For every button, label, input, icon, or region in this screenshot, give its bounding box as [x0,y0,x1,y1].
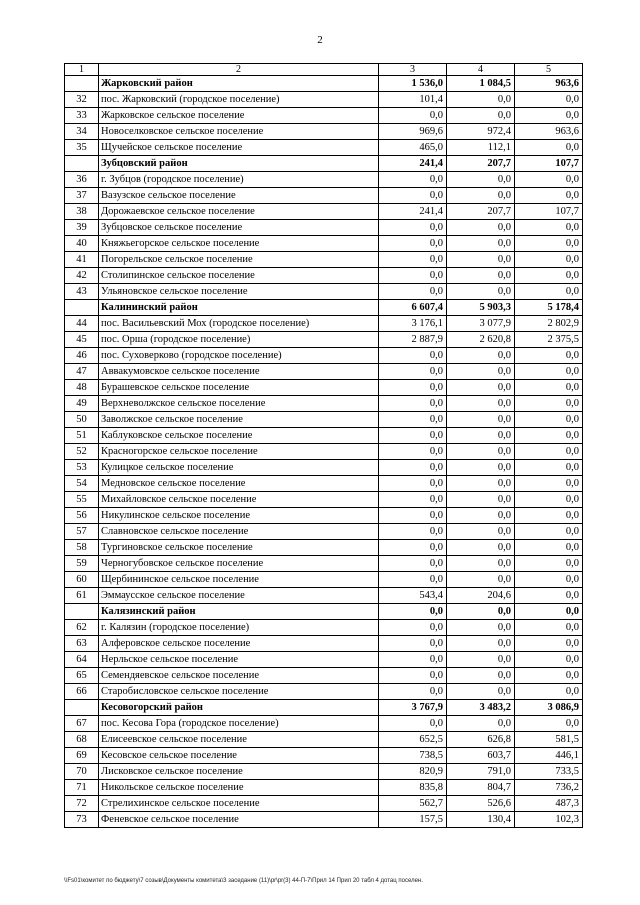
value-cell-col3: 0,0 [379,716,447,732]
row-number-cell: 35 [65,140,99,156]
row-number-cell: 48 [65,380,99,396]
name-cell: Красногорское сельское поселение [99,444,379,460]
value-cell-col3: 0,0 [379,652,447,668]
row-number-cell: 40 [65,236,99,252]
value-cell-col5: 0,0 [515,684,583,700]
table-row [65,636,583,652]
table-row [65,524,583,540]
value-cell-col4: 112,1 [447,140,515,156]
row-number-cell: 63 [65,636,99,652]
column-header: 5 [515,64,583,76]
value-cell-col3: 0,0 [379,444,447,460]
name-cell: Славновское сельское поселение [99,524,379,540]
value-cell-col4: 0,0 [447,380,515,396]
table-row [65,812,583,828]
value-cell-col4: 130,4 [447,812,515,828]
value-cell-col3: 157,5 [379,812,447,828]
name-cell: г. Калязин (городское поселение) [99,620,379,636]
value-cell-col3: 0,0 [379,572,447,588]
value-cell-col5: 0,0 [515,588,583,604]
page-number: 2 [317,34,323,46]
value-cell-col3: 0,0 [379,556,447,572]
table-row [65,252,583,268]
value-cell-col5: 0,0 [515,428,583,444]
value-cell-col5: 0,0 [515,108,583,124]
table-row [65,748,583,764]
district-row [65,76,583,92]
value-cell-col5: 0,0 [515,524,583,540]
name-cell: Калязинский район [99,604,379,620]
table-row [65,508,583,524]
value-cell-col4: 0,0 [447,492,515,508]
name-cell: пос. Кесова Гора (городское поселение) [99,716,379,732]
row-number-cell: 54 [65,476,99,492]
value-cell-col5: 0,0 [515,492,583,508]
value-cell-col5: 0,0 [515,236,583,252]
table-row [65,316,583,332]
value-cell-col5: 0,0 [515,604,583,620]
value-cell-col3: 0,0 [379,620,447,636]
value-cell-col4: 0,0 [447,668,515,684]
row-number-cell: 46 [65,348,99,364]
value-cell-col5: 963,6 [515,76,583,92]
value-cell-col3: 0,0 [379,108,447,124]
table-row [65,796,583,812]
name-cell: Медновское сельское поселение [99,476,379,492]
value-cell-col5: 102,3 [515,812,583,828]
column-header: 4 [447,64,515,76]
name-cell: Верхневолжское сельское поселение [99,396,379,412]
row-number-cell: 39 [65,220,99,236]
name-cell: Кесовское сельское поселение [99,748,379,764]
value-cell-col3: 0,0 [379,492,447,508]
value-cell-col5: 107,7 [515,156,583,172]
value-cell-col3: 543,4 [379,588,447,604]
name-cell: Никольское сельское поселение [99,780,379,796]
value-cell-col4: 2 620,8 [447,332,515,348]
value-cell-col5: 2 802,9 [515,316,583,332]
value-cell-col5: 0,0 [515,348,583,364]
name-cell: Никулинское сельское поселение [99,508,379,524]
value-cell-col5: 581,5 [515,732,583,748]
row-number-cell: 62 [65,620,99,636]
value-cell-col4: 603,7 [447,748,515,764]
value-cell-col4: 0,0 [447,684,515,700]
value-cell-col4: 0,0 [447,540,515,556]
name-cell: Щербининское сельское поселение [99,572,379,588]
row-number-cell: 73 [65,812,99,828]
value-cell-col4: 0,0 [447,652,515,668]
row-number-cell: 60 [65,572,99,588]
district-row [65,700,583,716]
name-cell: Столипинское сельское поселение [99,268,379,284]
row-number-cell: 34 [65,124,99,140]
row-number-cell [65,76,99,92]
row-number-cell: 42 [65,268,99,284]
row-number-cell: 55 [65,492,99,508]
value-cell-col4: 0,0 [447,412,515,428]
value-cell-col4: 0,0 [447,508,515,524]
row-number-cell: 50 [65,412,99,428]
table-row [65,380,583,396]
value-cell-col4: 526,6 [447,796,515,812]
table-row [65,348,583,364]
column-header: 2 [99,64,379,76]
name-cell: Жарковский район [99,76,379,92]
value-cell-col3: 241,4 [379,156,447,172]
value-cell-col3: 241,4 [379,204,447,220]
name-cell: Погорельское сельское поселение [99,252,379,268]
value-cell-col4: 791,0 [447,764,515,780]
value-cell-col3: 0,0 [379,636,447,652]
value-cell-col3: 0,0 [379,460,447,476]
row-number-cell: 38 [65,204,99,220]
value-cell-col5: 0,0 [515,284,583,300]
table-row [65,620,583,636]
footer-file-path: \\Fs01\комитет по бюджету\7 созыв\Документы комитета\3 заседание (11)\pr\pr(3) 44-П-7\Прил 14 Прил 20 табл 4 дотац поселен. [64,878,423,884]
name-cell: Кулицкое сельское поселение [99,460,379,476]
name-cell: Елисеевское сельское поселение [99,732,379,748]
value-cell-col4: 0,0 [447,284,515,300]
row-number-cell: 71 [65,780,99,796]
value-cell-col4: 0,0 [447,524,515,540]
name-cell: Княжьегорское сельское поселение [99,236,379,252]
value-cell-col4: 972,4 [447,124,515,140]
value-cell-col5: 0,0 [515,380,583,396]
table-row [65,92,583,108]
name-cell: Щучейское сельское поселение [99,140,379,156]
table-row [65,268,583,284]
value-cell-col4: 0,0 [447,428,515,444]
row-number-cell: 51 [65,428,99,444]
value-cell-col5: 0,0 [515,92,583,108]
value-cell-col3: 0,0 [379,524,447,540]
value-cell-col4: 0,0 [447,236,515,252]
value-cell-col4: 0,0 [447,444,515,460]
row-number-cell: 53 [65,460,99,476]
value-cell-col4: 0,0 [447,556,515,572]
name-cell: Дорожаевское сельское поселение [99,204,379,220]
name-cell: Зубцовское сельское поселение [99,220,379,236]
value-cell-col5: 0,0 [515,444,583,460]
value-cell-col4: 0,0 [447,364,515,380]
value-cell-col4: 0,0 [447,188,515,204]
name-cell: г. Зубцов (городское поселение) [99,172,379,188]
value-cell-col5: 0,0 [515,188,583,204]
value-cell-col3: 0,0 [379,252,447,268]
value-cell-col3: 0,0 [379,364,447,380]
value-cell-col3: 465,0 [379,140,447,156]
table-row [65,732,583,748]
name-cell: пос. Жарковский (городское поселение) [99,92,379,108]
name-cell: Нерльское сельское поселение [99,652,379,668]
table-row [65,556,583,572]
name-cell: Эммаусское сельское поселение [99,588,379,604]
value-cell-col5: 0,0 [515,508,583,524]
row-number-cell [65,604,99,620]
name-cell: Семендяевское сельское поселение [99,668,379,684]
row-number-cell: 64 [65,652,99,668]
name-cell: Михайловское сельское поселение [99,492,379,508]
table-row [65,204,583,220]
name-cell: пос. Суховерково (городское поселение) [99,348,379,364]
value-cell-col4: 0,0 [447,172,515,188]
table-row [65,684,583,700]
row-number-cell: 37 [65,188,99,204]
table-row [65,284,583,300]
value-cell-col4: 0,0 [447,636,515,652]
row-number-cell: 45 [65,332,99,348]
value-cell-col3: 820,9 [379,764,447,780]
row-number-cell [65,700,99,716]
value-cell-col4: 0,0 [447,92,515,108]
value-cell-col5: 0,0 [515,140,583,156]
name-cell: пос. Васильевский Мох (городское поселение) [99,316,379,332]
row-number-cell: 70 [65,764,99,780]
table-row [65,140,583,156]
name-cell: Алферовское сельское поселение [99,636,379,652]
value-cell-col3: 835,8 [379,780,447,796]
name-cell: Каблуковское сельское поселение [99,428,379,444]
value-cell-col5: 736,2 [515,780,583,796]
value-cell-col4: 0,0 [447,620,515,636]
name-cell: Калининский район [99,300,379,316]
value-cell-col3: 0,0 [379,268,447,284]
value-cell-col3: 0,0 [379,540,447,556]
row-number-cell: 36 [65,172,99,188]
name-cell: Черногубовское сельское поселение [99,556,379,572]
table-row [65,108,583,124]
row-number-cell: 65 [65,668,99,684]
value-cell-col3: 0,0 [379,412,447,428]
value-cell-col5: 0,0 [515,412,583,428]
name-cell: Кесовогорский район [99,700,379,716]
value-cell-col3: 0,0 [379,604,447,620]
row-number-cell: 61 [65,588,99,604]
value-cell-col3: 0,0 [379,396,447,412]
value-cell-col3: 0,0 [379,220,447,236]
row-number-cell: 66 [65,684,99,700]
name-cell: Тургиновское сельское поселение [99,540,379,556]
row-number-cell: 56 [65,508,99,524]
table-row [65,780,583,796]
name-cell: Новоселковское сельское поселение [99,124,379,140]
value-cell-col3: 652,5 [379,732,447,748]
name-cell: Ульяновское сельское поселение [99,284,379,300]
value-cell-col4: 0,0 [447,460,515,476]
value-cell-col5: 0,0 [515,396,583,412]
value-cell-col4: 0,0 [447,252,515,268]
value-cell-col3: 0,0 [379,172,447,188]
district-row [65,604,583,620]
row-number-cell: 58 [65,540,99,556]
value-cell-col3: 0,0 [379,428,447,444]
table-row [65,716,583,732]
district-row [65,300,583,316]
value-cell-col5: 0,0 [515,620,583,636]
value-cell-col3: 0,0 [379,236,447,252]
value-cell-col5: 3 086,9 [515,700,583,716]
value-cell-col5: 5 178,4 [515,300,583,316]
value-cell-col3: 6 607,4 [379,300,447,316]
value-cell-col5: 963,6 [515,124,583,140]
table-row [65,428,583,444]
table-row [65,444,583,460]
value-cell-col3: 3 767,9 [379,700,447,716]
row-number-cell: 57 [65,524,99,540]
table-row [65,220,583,236]
table-row [65,668,583,684]
table-row [65,396,583,412]
row-number-cell: 44 [65,316,99,332]
value-cell-col4: 1 084,5 [447,76,515,92]
value-cell-col4: 0,0 [447,604,515,620]
row-number-cell: 49 [65,396,99,412]
value-cell-col5: 0,0 [515,572,583,588]
name-cell: пос. Орша (городское поселение) [99,332,379,348]
name-cell: Старобисловское сельское поселение [99,684,379,700]
value-cell-col4: 804,7 [447,780,515,796]
row-number-cell: 69 [65,748,99,764]
value-cell-col3: 0,0 [379,380,447,396]
row-number-cell [65,300,99,316]
value-cell-col4: 0,0 [447,268,515,284]
name-cell: Стрелихинское сельское поселение [99,796,379,812]
table-row [65,572,583,588]
value-cell-col5: 0,0 [515,556,583,572]
table-header-row [65,64,583,76]
value-cell-col5: 0,0 [515,268,583,284]
name-cell: Лисковское сельское поселение [99,764,379,780]
value-cell-col5: 0,0 [515,172,583,188]
value-cell-col3: 0,0 [379,188,447,204]
name-cell: Феневское сельское поселение [99,812,379,828]
column-header: 3 [379,64,447,76]
value-cell-col5: 0,0 [515,668,583,684]
value-cell-col3: 101,4 [379,92,447,108]
name-cell: Жарковское сельское поселение [99,108,379,124]
value-cell-col4: 0,0 [447,348,515,364]
row-number-cell: 67 [65,716,99,732]
row-number-cell: 59 [65,556,99,572]
value-cell-col5: 2 375,5 [515,332,583,348]
value-cell-col3: 2 887,9 [379,332,447,348]
value-cell-col5: 446,1 [515,748,583,764]
value-cell-col4: 3 483,2 [447,700,515,716]
value-cell-col4: 0,0 [447,396,515,412]
table-row [65,540,583,556]
value-cell-col3: 3 176,1 [379,316,447,332]
value-cell-col5: 0,0 [515,476,583,492]
value-cell-col5: 0,0 [515,652,583,668]
table-row [65,652,583,668]
name-cell: Аввакумовское сельское поселение [99,364,379,380]
data-table [64,63,583,828]
value-cell-col3: 738,5 [379,748,447,764]
value-cell-col5: 733,5 [515,764,583,780]
table-row [65,236,583,252]
value-cell-col5: 0,0 [515,364,583,380]
row-number-cell: 33 [65,108,99,124]
table-row [65,188,583,204]
row-number-cell: 52 [65,444,99,460]
column-header: 1 [65,64,99,76]
table-row [65,588,583,604]
value-cell-col5: 0,0 [515,716,583,732]
name-cell: Бурашевское сельское поселение [99,380,379,396]
name-cell: Заволжское сельское поселение [99,412,379,428]
table-row [65,764,583,780]
value-cell-col3: 0,0 [379,684,447,700]
table-row [65,332,583,348]
table-row [65,460,583,476]
row-number-cell: 72 [65,796,99,812]
name-cell: Зубцовский район [99,156,379,172]
value-cell-col3: 0,0 [379,476,447,492]
value-cell-col5: 0,0 [515,636,583,652]
value-cell-col3: 969,6 [379,124,447,140]
value-cell-col5: 0,0 [515,540,583,556]
table-row [65,364,583,380]
row-number-cell: 43 [65,284,99,300]
row-number-cell: 47 [65,364,99,380]
value-cell-col4: 0,0 [447,108,515,124]
value-cell-col4: 207,7 [447,204,515,220]
value-cell-col3: 0,0 [379,668,447,684]
value-cell-col4: 626,8 [447,732,515,748]
value-cell-col3: 1 536,0 [379,76,447,92]
value-cell-col5: 0,0 [515,252,583,268]
value-cell-col4: 5 903,3 [447,300,515,316]
value-cell-col4: 0,0 [447,716,515,732]
value-cell-col4: 0,0 [447,220,515,236]
value-cell-col3: 562,7 [379,796,447,812]
row-number-cell: 68 [65,732,99,748]
row-number-cell: 41 [65,252,99,268]
value-cell-col4: 207,7 [447,156,515,172]
table-row [65,124,583,140]
value-cell-col5: 107,7 [515,204,583,220]
value-cell-col4: 3 077,9 [447,316,515,332]
value-cell-col4: 0,0 [447,572,515,588]
row-number-cell: 32 [65,92,99,108]
value-cell-col5: 0,0 [515,460,583,476]
name-cell: Вазузское сельское поселение [99,188,379,204]
value-cell-col3: 0,0 [379,348,447,364]
value-cell-col3: 0,0 [379,508,447,524]
row-number-cell [65,156,99,172]
table-row [65,492,583,508]
value-cell-col3: 0,0 [379,284,447,300]
table-row [65,476,583,492]
value-cell-col5: 487,3 [515,796,583,812]
value-cell-col5: 0,0 [515,220,583,236]
value-cell-col4: 204,6 [447,588,515,604]
table-row [65,172,583,188]
value-cell-col4: 0,0 [447,476,515,492]
table-row [65,412,583,428]
district-row [65,156,583,172]
